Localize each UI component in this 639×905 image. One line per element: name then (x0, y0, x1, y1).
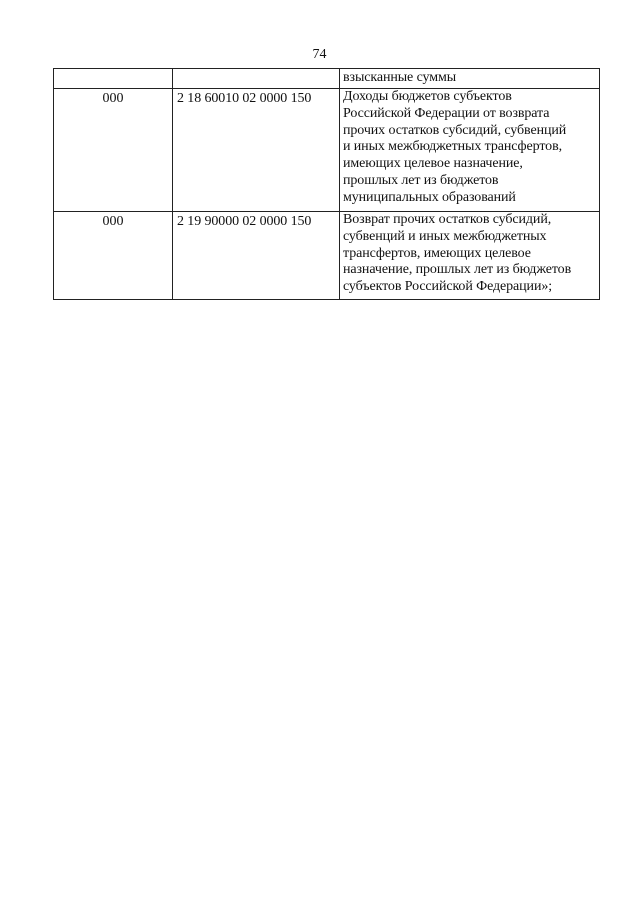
revenue-name-line: и иных межбюджетных трансфертов, (343, 139, 562, 155)
classification-code-cell: 2 19 90000 02 0000 150 (173, 212, 340, 300)
revenue-name-line: прочих остатков субсидий, субвенций (343, 122, 567, 138)
admin-code-cell: 000 (54, 212, 173, 300)
revenue-name-cell (340, 69, 600, 89)
revenue-name-line: Доходы бюджетов субъектов (343, 89, 512, 104)
page-number: 74 (312, 47, 327, 62)
classification-code-cell: 2 18 60010 02 0000 150 (173, 89, 340, 212)
admin-code-cell: 000 (54, 89, 173, 212)
revenue-name-line: субъектов Российской Федерации»; (343, 279, 553, 295)
revenue-name-line: муниципальных образований (343, 189, 516, 205)
classification-code-cell (173, 69, 340, 89)
revenue-name-line: Возврат прочих остатков субсидий, (343, 212, 552, 227)
revenue-name-line: трансфертов, имеющих целевое (343, 245, 531, 261)
table-row (54, 212, 600, 300)
revenue-name-line: субвенций и иных межбюджетных (343, 228, 547, 244)
revenue-name-line: назначение, прошлых лет из бюджетов (343, 262, 572, 278)
revenue-name-line: взысканные суммы (343, 70, 457, 85)
revenue-name-line: прошлых лет из бюджетов (343, 172, 499, 188)
revenue-name-line: имеющих целевое назначение, (343, 156, 523, 172)
revenue-name-line: Российской Федерации от возврата (343, 105, 550, 121)
table-row (54, 69, 600, 89)
admin-code-cell (54, 69, 173, 89)
budget-classification-table (53, 68, 600, 300)
revenue-name-cell (340, 89, 600, 212)
revenue-name-cell (340, 212, 600, 300)
table-row (54, 89, 600, 212)
